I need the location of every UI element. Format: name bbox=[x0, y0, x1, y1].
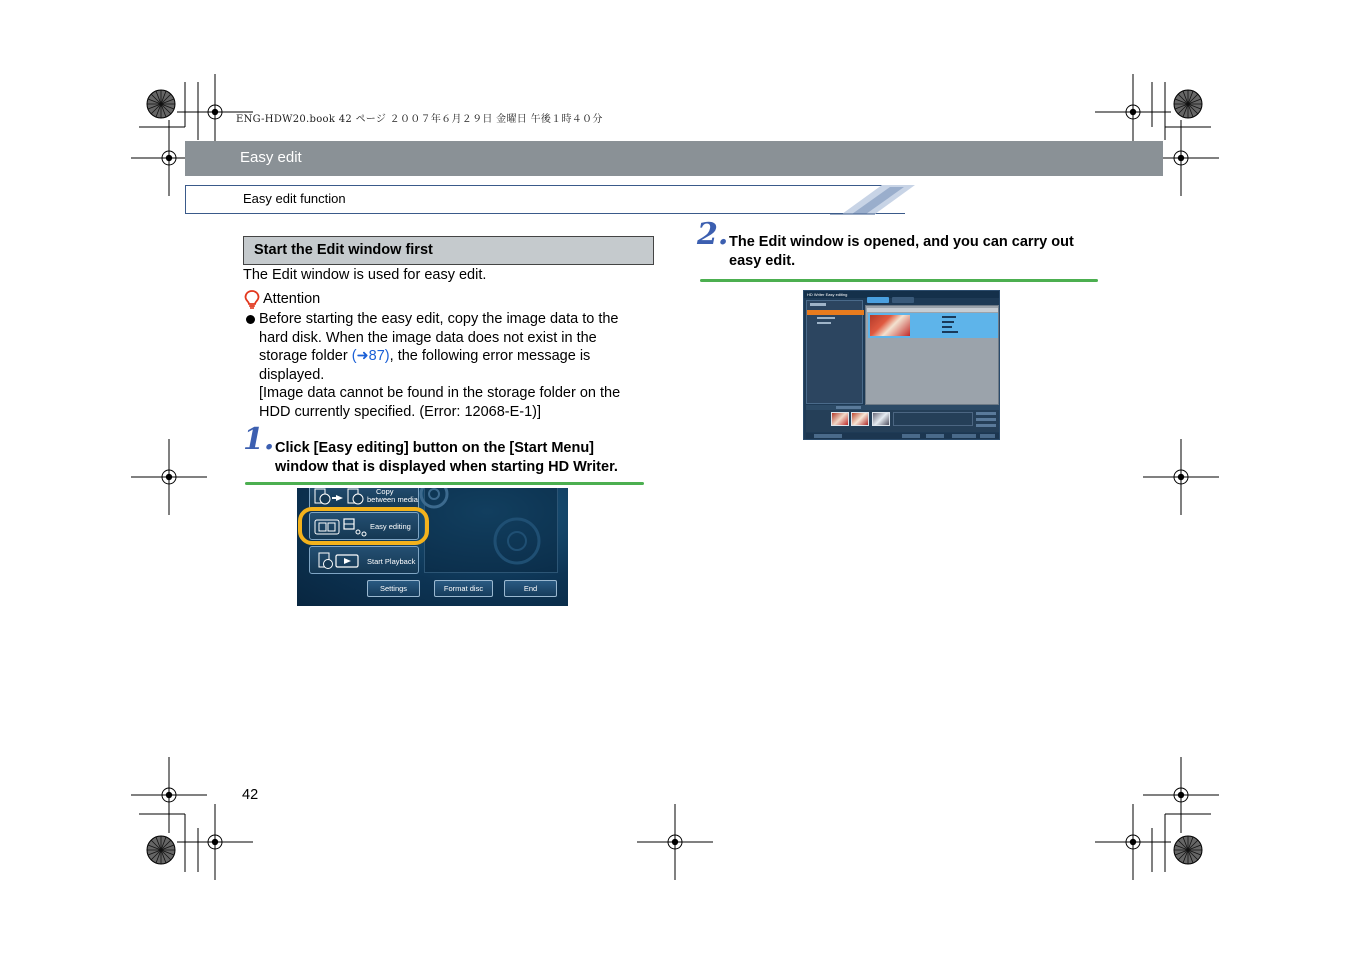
starburst-mark-tl bbox=[147, 90, 175, 118]
header-stripe-decoration bbox=[830, 184, 915, 216]
timeline-clip-1[interactable] bbox=[831, 412, 849, 426]
file-header: ENG-HDW20.book 42 ページ ２００７年６月２９日 金曜日 午後１時４０分 bbox=[236, 114, 603, 125]
copy-between-media-button[interactable]: Copy between media bbox=[309, 488, 419, 510]
format-disc-button[interactable]: Format disc bbox=[434, 580, 493, 597]
intro-text: The Edit window is used for easy edit. bbox=[243, 267, 487, 283]
selected-folder-row[interactable] bbox=[807, 310, 864, 315]
step-2-number: 2. bbox=[697, 217, 729, 252]
end-button[interactable]: End bbox=[504, 580, 557, 597]
settings-button[interactable]: Settings bbox=[367, 580, 420, 597]
subsection-title: Easy edit function bbox=[243, 191, 346, 206]
step-2-rule bbox=[700, 279, 1098, 282]
section-title: Easy edit bbox=[240, 149, 302, 166]
step-2-text: The Edit window is opened, and you can carry out easy edit. bbox=[729, 234, 1074, 269]
edit-window-screenshot bbox=[803, 290, 1000, 440]
start-menu-screenshot bbox=[297, 488, 568, 606]
easy-editing-highlight-ring bbox=[298, 507, 429, 545]
timeline-strip bbox=[806, 410, 999, 432]
step-1-text: Click [Easy editing] button on the [Start Menu] window that is displayed when starting HD Writer. bbox=[275, 440, 618, 475]
window-title: HD Writer Easy editing bbox=[807, 292, 848, 297]
box-heading: Start the Edit window first bbox=[243, 236, 654, 265]
start-playback-button[interactable]: Start Playback bbox=[309, 546, 419, 574]
clip-thumbnail bbox=[870, 315, 910, 336]
attention-label: Attention bbox=[263, 291, 321, 307]
starburst-mark-br bbox=[1174, 836, 1202, 864]
attention-note bbox=[243, 289, 320, 309]
timeline-clip-2[interactable] bbox=[851, 412, 869, 426]
tab-right[interactable] bbox=[892, 297, 914, 303]
attention-bullet-text: Before starting the easy edit, copy the image data to the hard disk. When the image data does not exist in the storage folder (➜87), the following error message is displayed. [Image data cannot be found in the storage folder on the HDD currently specified. (Error: 12068-E-1)] bbox=[259, 311, 621, 420]
tab-left[interactable] bbox=[867, 297, 889, 303]
playback-icon bbox=[318, 551, 366, 571]
selected-clip-row[interactable] bbox=[868, 313, 998, 338]
easy-editing-button[interactable]: Easy editing bbox=[309, 512, 419, 540]
folder-tree-panel bbox=[806, 300, 863, 404]
step-1-number: 1. bbox=[243, 422, 275, 457]
timeline-clip-3[interactable] bbox=[872, 412, 890, 426]
section-header-bar bbox=[185, 141, 1163, 176]
starburst-mark-bl bbox=[147, 836, 175, 864]
step-1-rule bbox=[245, 482, 644, 485]
bullet-icon bbox=[246, 315, 255, 324]
disc-graphic-2 bbox=[477, 513, 557, 568]
content-area bbox=[865, 305, 999, 405]
page-reference-link[interactable]: (➜87) bbox=[351, 348, 390, 364]
subsection-header-bar bbox=[185, 185, 905, 214]
lightbulb-icon bbox=[243, 289, 261, 309]
starburst-mark-tr bbox=[1174, 90, 1202, 118]
page-number: 42 bbox=[242, 787, 259, 803]
copy-media-icon bbox=[314, 488, 366, 507]
